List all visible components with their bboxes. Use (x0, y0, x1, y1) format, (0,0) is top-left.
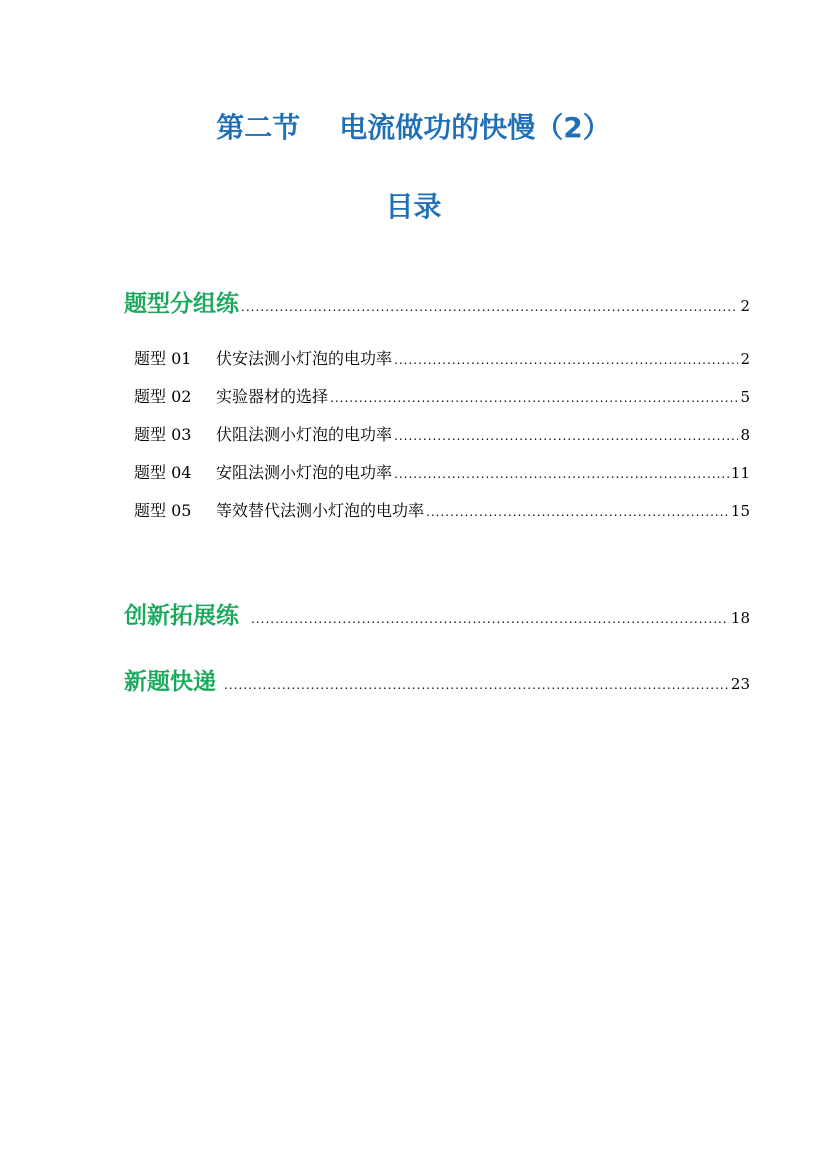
toc-item-label: 伏安法测小灯泡的电功率 (216, 349, 393, 368)
toc-section-grouped-practice[interactable] (124, 288, 750, 323)
toc-page-number: 23 (730, 675, 750, 693)
toc-section-label: 创新拓展练 (124, 603, 239, 629)
toc-item-type-03[interactable] (134, 423, 750, 448)
toc-item-code: 题型 01 (134, 349, 192, 368)
toc-item-type-04[interactable] (134, 461, 750, 486)
toc-page-number: 2 (740, 350, 750, 368)
toc-dot-leader (251, 603, 729, 635)
toc-item-label: 等效替代法测小灯泡的电功率 (216, 501, 425, 520)
toc-dot-leader (394, 424, 738, 448)
toc-section-label: 新题快递 (124, 669, 216, 695)
toc-dot-leader (330, 386, 738, 410)
toc-item-code: 题型 03 (134, 425, 192, 444)
toc-item-code: 题型 02 (134, 387, 192, 406)
toc-dot-leader (241, 291, 738, 323)
toc-page-number: 8 (740, 426, 750, 444)
toc-item-type-05[interactable] (134, 499, 750, 524)
toc-page-number: 18 (730, 609, 750, 627)
toc-item-type-02[interactable] (134, 385, 750, 410)
toc-dot-leader (394, 348, 738, 372)
toc-item-label: 实验器材的选择 (216, 387, 329, 406)
toc-page-number: 15 (730, 502, 750, 520)
toc-dot-leader (224, 669, 729, 701)
toc-page-number: 5 (740, 388, 750, 406)
toc-item-code: 题型 05 (134, 501, 192, 520)
toc-item-label: 安阻法测小灯泡的电功率 (216, 463, 393, 482)
toc-page-number: 2 (740, 297, 750, 315)
toc-dot-leader (426, 500, 729, 524)
toc-page-number: 11 (730, 464, 750, 482)
toc-item-label: 伏阻法测小灯泡的电功率 (216, 425, 393, 444)
toc-section-label: 题型分组练 (124, 291, 239, 317)
toc-item-type-01[interactable] (134, 347, 750, 372)
toc-section-innovation-practice[interactable] (124, 600, 750, 635)
toc-heading: 目录 (385, 190, 442, 223)
toc-section-new-questions[interactable] (124, 666, 750, 701)
toc-dot-leader (394, 462, 729, 486)
toc-item-code: 题型 04 (134, 463, 192, 482)
page-title: 第二节 电流做功的快慢（2） (216, 111, 611, 144)
